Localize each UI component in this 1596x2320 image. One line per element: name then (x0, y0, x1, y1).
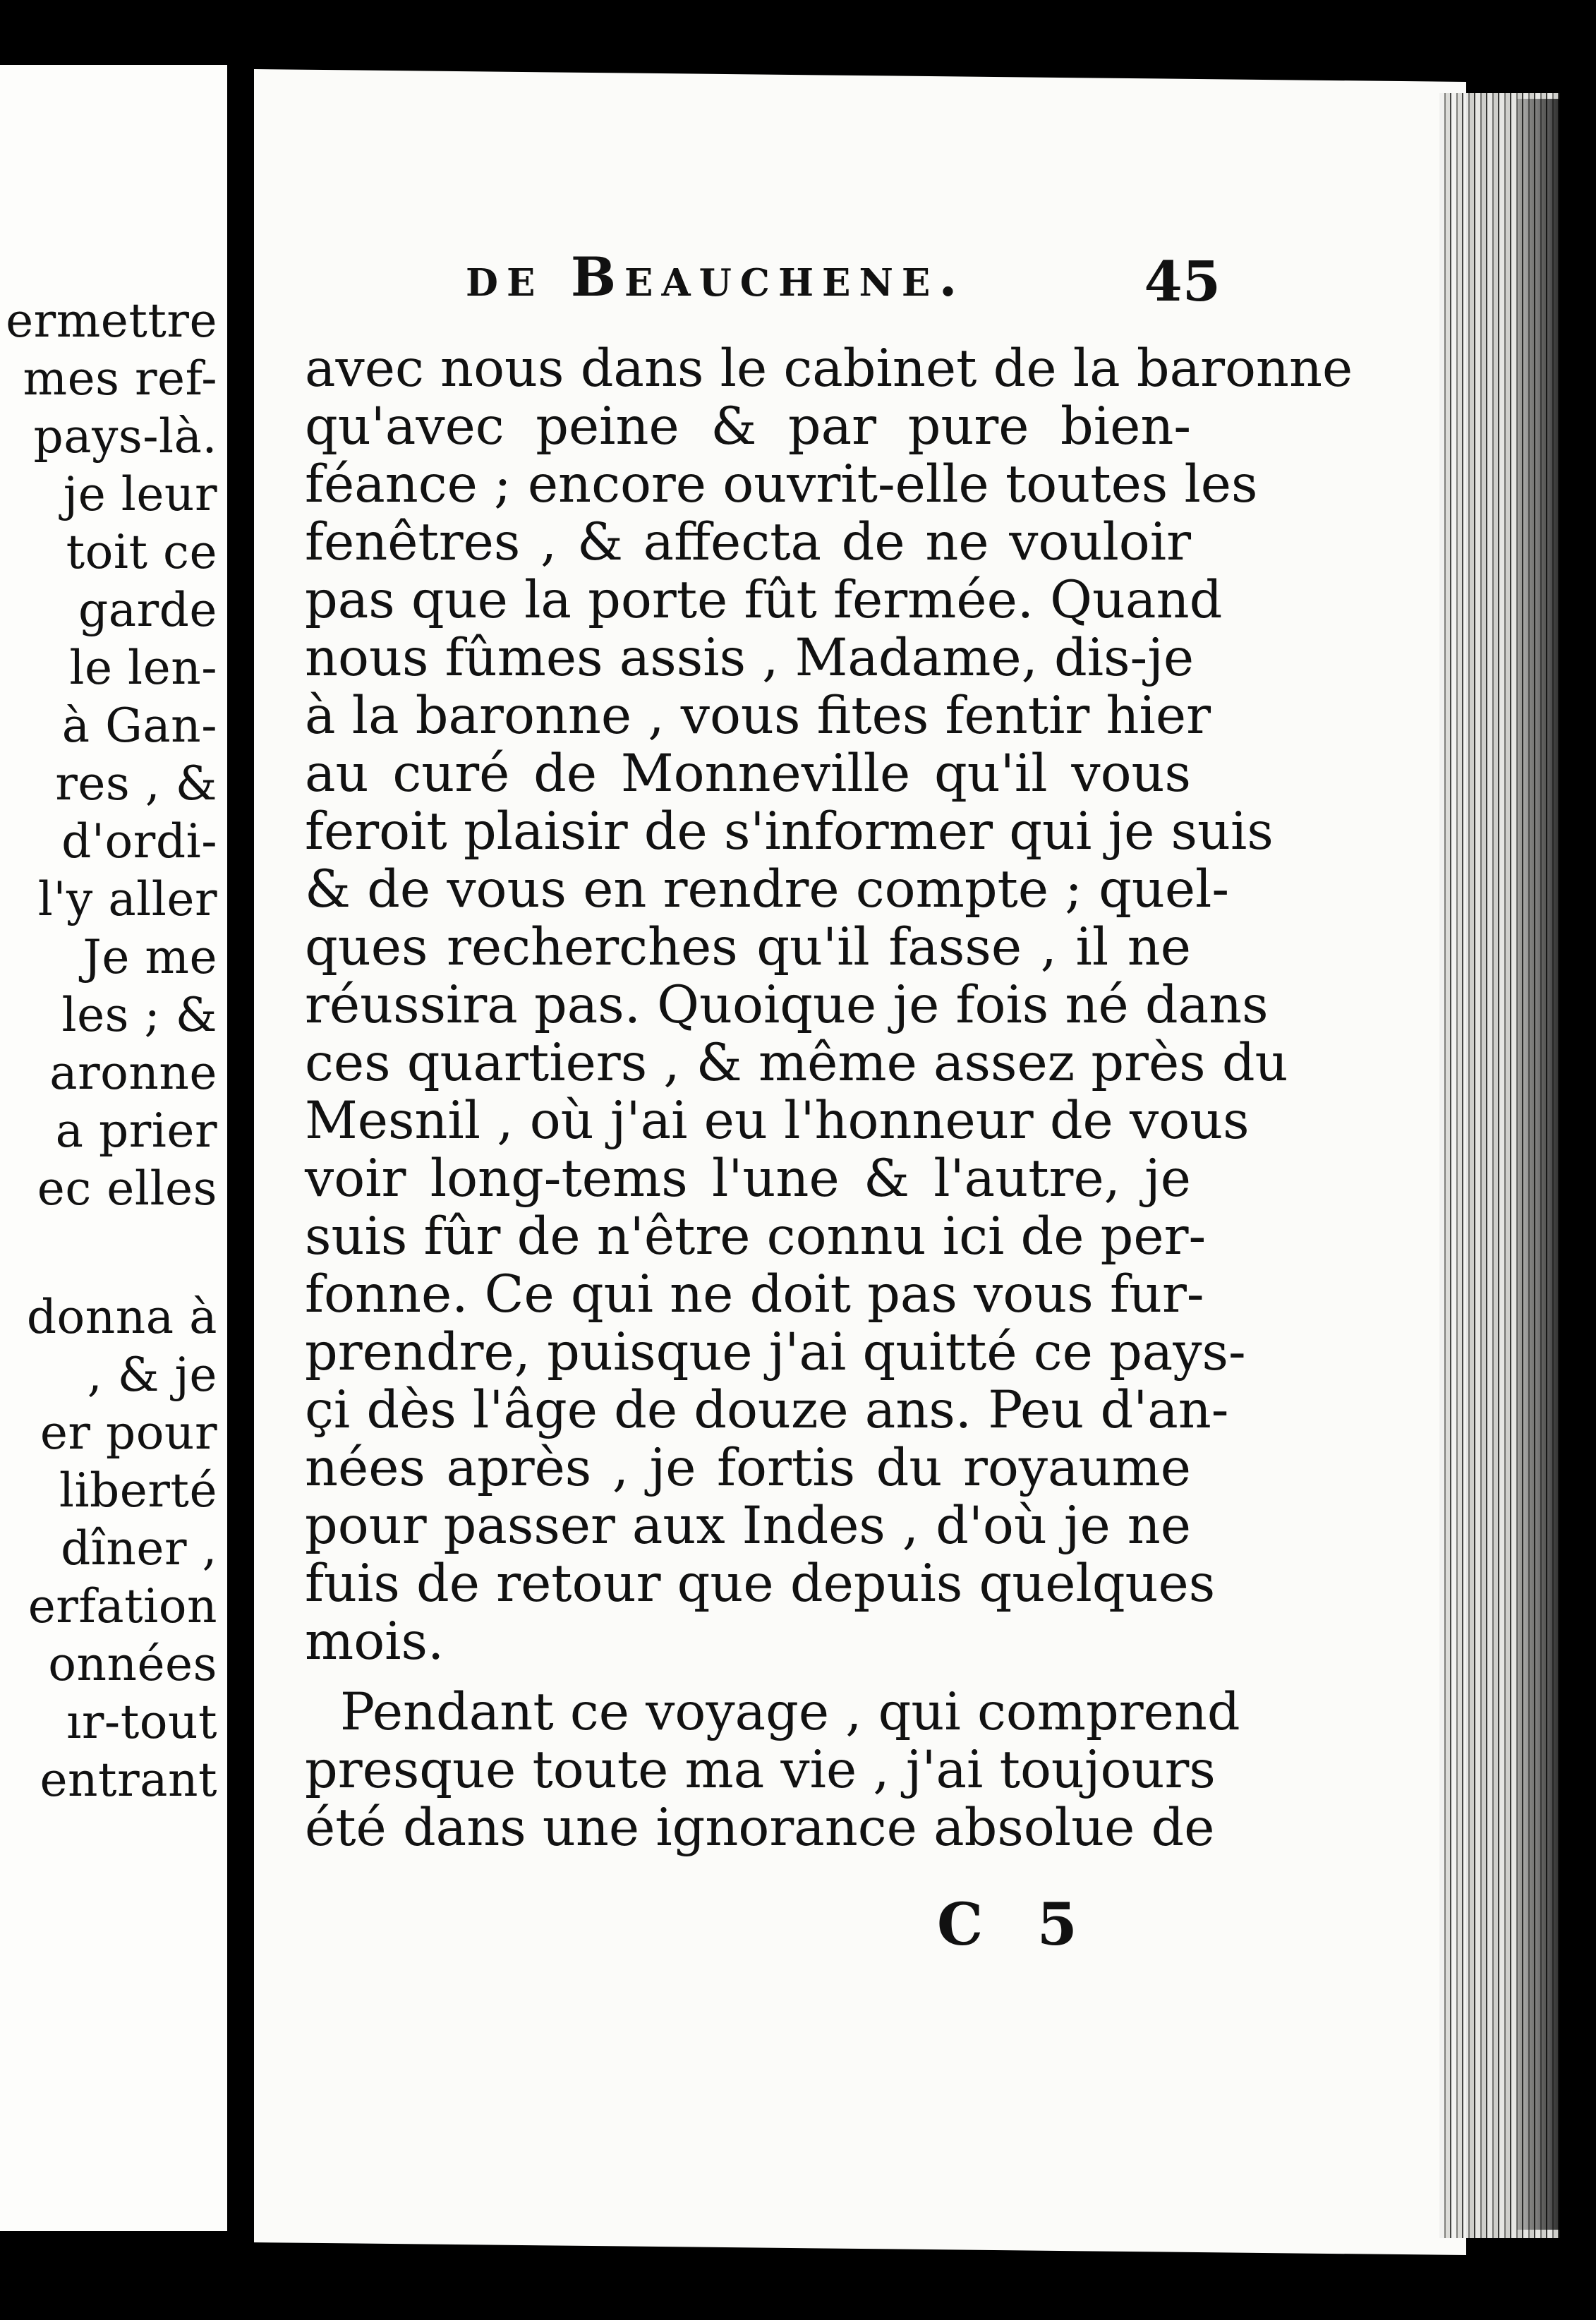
left-facing-page (0, 65, 227, 2231)
text-line: Pendant ce voyage , qui comprend (340, 1682, 1240, 1742)
left-page-line: entrant (40, 1753, 217, 1807)
text-line: prendre, puisque j'ai quitté ce pays- (305, 1322, 1246, 1382)
left-page-line: le len- (69, 641, 217, 695)
page-edges-shadow (1517, 99, 1566, 2230)
text-line: Mesnil , où j'ai eu l'honneur de vous (305, 1091, 1250, 1151)
signature-mark: C 5 (937, 1891, 1094, 1959)
text-line: au curé de Monneville qu'il vous (305, 744, 1191, 804)
left-page-line: je leur (63, 467, 217, 521)
text-line: voir long-tems l'une & l'autre, je (305, 1149, 1191, 1209)
text-line: avec nous dans le cabinet de la baronne (305, 339, 1353, 399)
text-line: çi dès l'âge de douze ans. Peu d'an- (305, 1380, 1229, 1440)
left-page-line: d'ordi- (61, 814, 217, 869)
text-line: fenêtres , & affecta de ne vouloir (305, 512, 1191, 572)
left-page-line: l'y aller (37, 872, 217, 926)
text-line: presque toute ma vie , j'ai toujours (305, 1740, 1216, 1800)
running-title: de Beauchene. (466, 246, 966, 308)
left-page-line: er pour (40, 1406, 217, 1460)
page-number: 45 (1144, 250, 1221, 314)
text-line: à la baronne , vous fites fentir hier (305, 686, 1211, 746)
left-page-line: ermettre (6, 294, 217, 348)
text-line: nées après , je fortis du royaume (305, 1438, 1191, 1498)
text-line: pas que la porte fût fermée. Quand (305, 570, 1223, 630)
text-line: ques recherches qu'il fasse , il ne (305, 917, 1191, 977)
text-line: réussira pas. Quoique je fois né dans (305, 975, 1269, 1035)
text-line: suis fûr de n'être connu ici de per- (305, 1207, 1207, 1267)
book-gutter (227, 65, 254, 2238)
text-line: pour passer aux Indes , d'où je ne (305, 1496, 1191, 1556)
text-line: & de vous en rendre compte ; quel- (305, 859, 1230, 919)
left-page-line: toit ce (66, 525, 217, 579)
left-page-line: à Gan- (61, 699, 217, 753)
text-line: fonne. Ce qui ne doit pas vous fur- (305, 1264, 1204, 1324)
text-line: féance ; encore ouvrit-elle toutes les (305, 454, 1258, 514)
text-line: feroit plaisir de s'informer qui je suis (305, 802, 1274, 862)
text-line: été dans une ignorance absolue de (305, 1798, 1215, 1858)
text-line: ces quartiers , & même assez près du (305, 1033, 1288, 1093)
left-page-line: mes ref- (23, 351, 217, 406)
left-page-line: liberté (59, 1463, 217, 1518)
running-header (466, 246, 1221, 314)
left-page-line: ec elles (37, 1161, 217, 1216)
left-page-line: pays-là. (33, 409, 217, 464)
left-page-line: garde (78, 583, 217, 637)
left-page-line: ır-tout (66, 1695, 217, 1749)
left-page-line: onnées (48, 1637, 217, 1691)
left-page-line: a prier (55, 1104, 217, 1158)
left-page-line: aronne (49, 1046, 217, 1100)
text-line: mois. (305, 1612, 445, 1672)
left-page-line: dîner , (61, 1521, 217, 1576)
text-line: qu'avec peine & par pure bien- (305, 397, 1191, 457)
left-page-line: Je me (83, 930, 217, 984)
left-page-line: les ; & (61, 988, 217, 1042)
text-line: fuis de retour que depuis quelques (305, 1554, 1216, 1614)
left-page-line: donna à (26, 1290, 217, 1344)
text-line: nous fûmes assis , Madame, dis-je (305, 628, 1195, 688)
left-page-line: , & je (87, 1348, 217, 1402)
left-page-line: erfation (28, 1579, 217, 1633)
left-page-line: res , & (55, 756, 217, 811)
